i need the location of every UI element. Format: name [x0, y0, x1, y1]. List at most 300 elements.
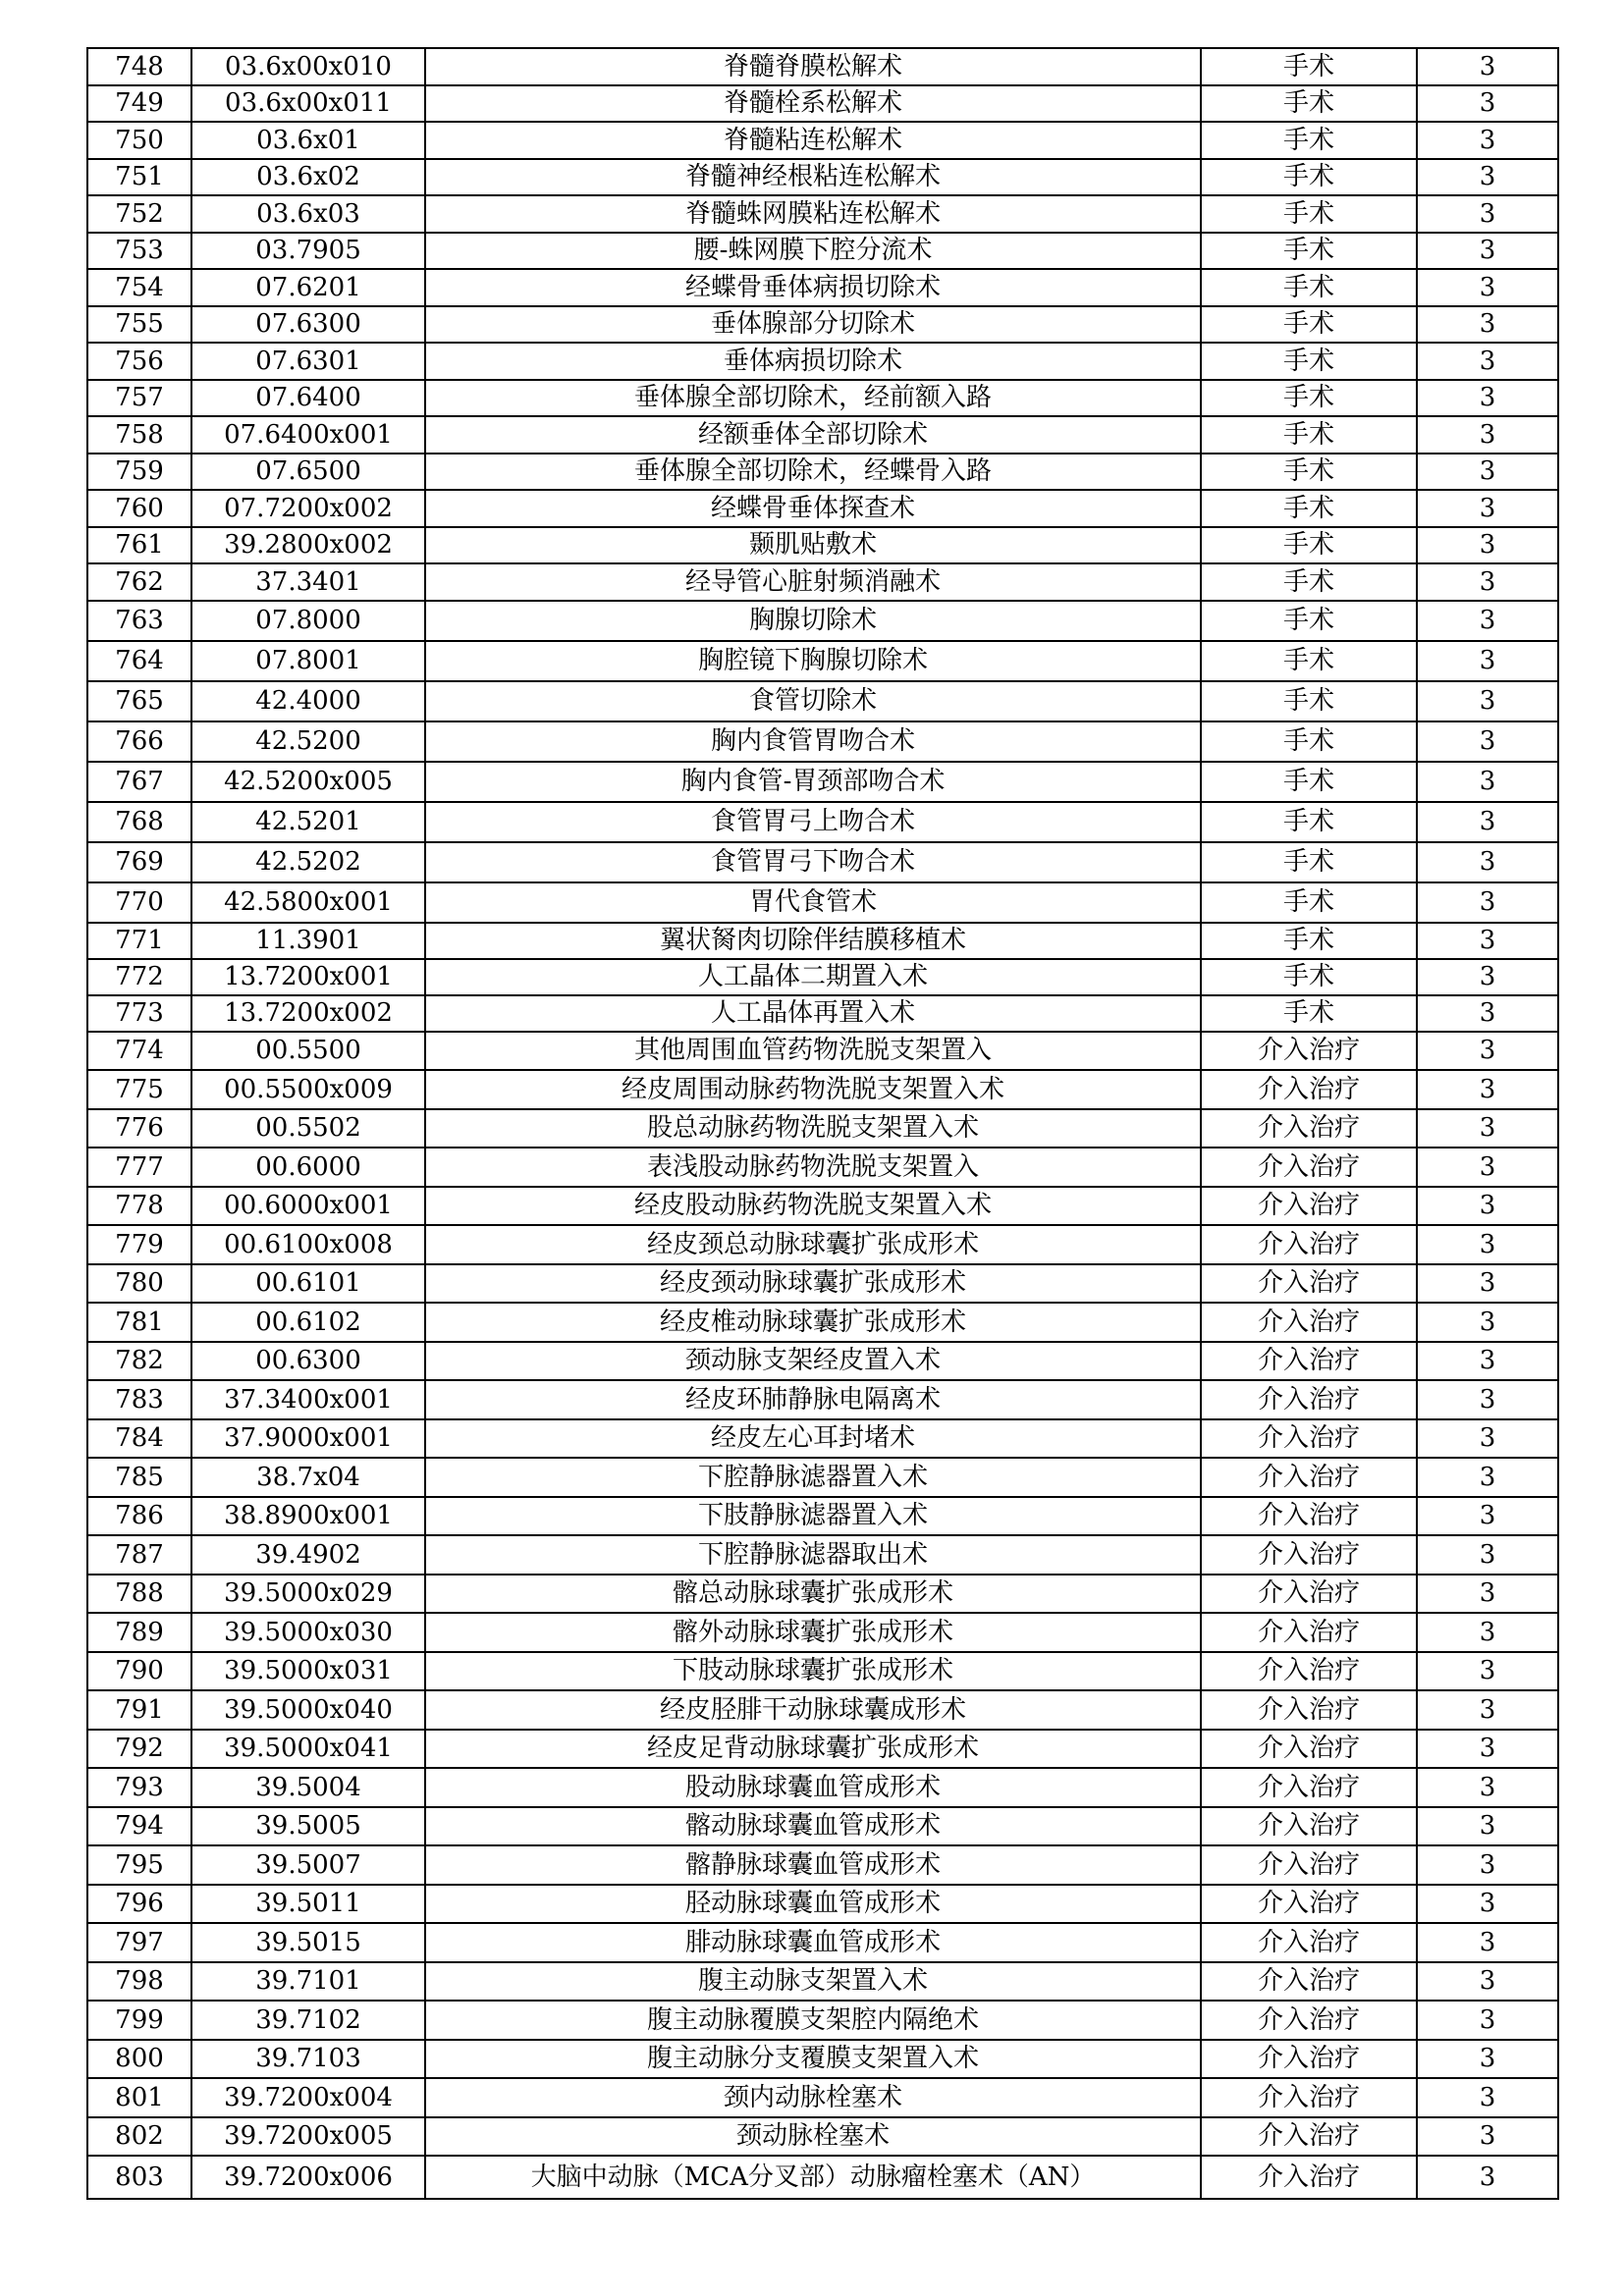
- procedure-name-cell: 下肢静脉滤器置入术: [425, 1497, 1201, 1536]
- procedure-name-cell: 经皮足背动脉球囊扩张成形术: [425, 1730, 1201, 1769]
- table-row: [87, 1535, 1558, 1575]
- table-row: [87, 527, 1558, 564]
- procedure-code-cell: 00.6100x008: [191, 1225, 425, 1264]
- row-number-cell: 802: [87, 2117, 191, 2157]
- table-row: [87, 1148, 1558, 1187]
- procedure-name-cell: 其他周围血管药物洗脱支架置入: [425, 1032, 1201, 1071]
- procedure-type-cell: 介入治疗: [1201, 1768, 1417, 1807]
- procedure-code-cell: 13.7200x001: [191, 959, 425, 995]
- procedure-grade-cell: 3: [1417, 1497, 1558, 1536]
- procedure-name-cell: 经皮颈动脉球囊扩张成形术: [425, 1264, 1201, 1304]
- procedure-name-cell: 胸腔镜下胸腺切除术: [425, 641, 1201, 681]
- procedure-code-cell: 42.5202: [191, 842, 425, 882]
- row-number-cell: 797: [87, 1923, 191, 1962]
- procedure-name-cell: 大脑中动脉（MCA分叉部）动脉瘤栓塞术（AN）: [425, 2156, 1201, 2199]
- procedure-name-cell: 胸内食管胃吻合术: [425, 721, 1201, 762]
- procedure-grade-cell: 3: [1417, 563, 1558, 601]
- row-number-cell: 774: [87, 1032, 191, 1071]
- procedure-grade-cell: 3: [1417, 762, 1558, 802]
- procedure-code-cell: 39.7200x004: [191, 2078, 425, 2117]
- table-row: [87, 959, 1558, 995]
- table-row: [87, 2078, 1558, 2117]
- table-row: [87, 2040, 1558, 2079]
- procedure-code-cell: 42.5201: [191, 802, 425, 842]
- procedure-grade-cell: 3: [1417, 641, 1558, 681]
- table-row: [87, 1264, 1558, 1304]
- row-number-cell: 760: [87, 490, 191, 527]
- procedure-code-cell: 11.3901: [191, 923, 425, 959]
- procedure-name-cell: 经皮周围动脉药物洗脱支架置入术: [425, 1070, 1201, 1109]
- table-row: [87, 1885, 1558, 1924]
- procedure-name-cell: 颈动脉支架经皮置入术: [425, 1342, 1201, 1381]
- procedure-name-cell: 食管胃弓下吻合术: [425, 842, 1201, 882]
- procedure-grade-cell: 3: [1417, 1187, 1558, 1226]
- procedure-code-cell: 38.8900x001: [191, 1497, 425, 1536]
- procedure-grade-cell: 3: [1417, 1225, 1558, 1264]
- row-number-cell: 766: [87, 721, 191, 762]
- row-number-cell: 796: [87, 1885, 191, 1924]
- procedure-name-cell: 髂外动脉球囊扩张成形术: [425, 1613, 1201, 1652]
- procedure-grade-cell: 3: [1417, 1380, 1558, 1419]
- procedure-name-cell: 髂动脉球囊血管成形术: [425, 1807, 1201, 1846]
- procedure-type-cell: 手术: [1201, 995, 1417, 1032]
- procedure-name-cell: 股总动脉药物洗脱支架置入术: [425, 1109, 1201, 1148]
- procedure-code-cell: 39.5004: [191, 1768, 425, 1807]
- procedure-grade-cell: 3: [1417, 416, 1558, 454]
- procedure-code-cell: 39.7200x005: [191, 2117, 425, 2157]
- procedure-code-cell: 39.5000x040: [191, 1690, 425, 1730]
- procedure-type-cell: 介入治疗: [1201, 1303, 1417, 1342]
- procedure-type-cell: 手术: [1201, 882, 1417, 923]
- row-number-cell: 758: [87, 416, 191, 454]
- table-row: [87, 601, 1558, 641]
- procedure-type-cell: 介入治疗: [1201, 1148, 1417, 1187]
- procedure-type-cell: 介入治疗: [1201, 1613, 1417, 1652]
- procedure-type-cell: 手术: [1201, 343, 1417, 380]
- procedure-type-cell: 手术: [1201, 563, 1417, 601]
- procedure-code-cell: 03.6x00x010: [191, 48, 425, 85]
- table-row: [87, 1575, 1558, 1614]
- procedure-type-cell: 介入治疗: [1201, 1032, 1417, 1071]
- procedure-grade-cell: 3: [1417, 882, 1558, 923]
- procedure-name-cell: 经皮左心耳封堵术: [425, 1419, 1201, 1459]
- procedure-code-cell: 38.7x04: [191, 1458, 425, 1497]
- table-row: [87, 233, 1558, 270]
- procedure-type-cell: 手术: [1201, 641, 1417, 681]
- procedure-type-cell: 手术: [1201, 601, 1417, 641]
- row-number-cell: 765: [87, 681, 191, 721]
- procedure-code-cell: 00.6102: [191, 1303, 425, 1342]
- procedure-grade-cell: 3: [1417, 1652, 1558, 1691]
- procedure-name-cell: 胃代食管术: [425, 882, 1201, 923]
- procedure-name-cell: 腰-蛛网膜下腔分流术: [425, 233, 1201, 270]
- table-row: [87, 48, 1558, 85]
- row-number-cell: 771: [87, 923, 191, 959]
- procedure-name-cell: 胫动脉球囊血管成形术: [425, 1885, 1201, 1924]
- table-row: [87, 1730, 1558, 1769]
- procedure-name-cell: 人工晶体再置入术: [425, 995, 1201, 1032]
- table-row: [87, 269, 1558, 306]
- procedure-code-cell: 07.6300: [191, 306, 425, 344]
- procedure-name-cell: 经蝶骨垂体探查术: [425, 490, 1201, 527]
- table-row: [87, 1962, 1558, 2002]
- procedure-grade-cell: 3: [1417, 1962, 1558, 2002]
- procedure-code-cell: 07.8001: [191, 641, 425, 681]
- table-row: [87, 1187, 1558, 1226]
- row-number-cell: 756: [87, 343, 191, 380]
- table-row: [87, 882, 1558, 923]
- procedure-name-cell: 下肢动脉球囊扩张成形术: [425, 1652, 1201, 1691]
- procedure-code-cell: 42.5200x005: [191, 762, 425, 802]
- procedure-type-cell: 手术: [1201, 721, 1417, 762]
- table-row: [87, 1419, 1558, 1459]
- procedure-code-cell: 39.7102: [191, 2001, 425, 2040]
- procedure-type-cell: 介入治疗: [1201, 1264, 1417, 1304]
- row-number-cell: 794: [87, 1807, 191, 1846]
- procedure-code-cell: 03.6x03: [191, 195, 425, 233]
- table-row: [87, 1768, 1558, 1807]
- table-row: [87, 195, 1558, 233]
- procedure-name-cell: 经皮环肺静脉电隔离术: [425, 1380, 1201, 1419]
- procedure-grade-cell: 3: [1417, 681, 1558, 721]
- procedure-name-cell: 人工晶体二期置入术: [425, 959, 1201, 995]
- procedure-name-cell: 经额垂体全部切除术: [425, 416, 1201, 454]
- procedure-grade-cell: 3: [1417, 269, 1558, 306]
- procedure-grade-cell: 3: [1417, 159, 1558, 196]
- procedure-type-cell: 手术: [1201, 842, 1417, 882]
- table-row: [87, 1303, 1558, 1342]
- row-number-cell: 759: [87, 454, 191, 491]
- procedure-code-cell: 37.3400x001: [191, 1380, 425, 1419]
- procedure-code-cell: 39.5011: [191, 1885, 425, 1924]
- procedure-code-cell: 07.8000: [191, 601, 425, 641]
- procedure-type-cell: 介入治疗: [1201, 1419, 1417, 1459]
- table-row: [87, 1109, 1558, 1148]
- procedure-code-cell: 42.5200: [191, 721, 425, 762]
- table-row: [87, 122, 1558, 159]
- row-number-cell: 784: [87, 1419, 191, 1459]
- row-number-cell: 795: [87, 1845, 191, 1885]
- procedure-name-cell: 股动脉球囊血管成形术: [425, 1768, 1201, 1807]
- procedure-grade-cell: 3: [1417, 959, 1558, 995]
- procedure-type-cell: 手术: [1201, 269, 1417, 306]
- procedure-type-cell: 介入治疗: [1201, 1380, 1417, 1419]
- table-row: [87, 2001, 1558, 2040]
- procedure-name-cell: 颈动脉栓塞术: [425, 2117, 1201, 2157]
- procedure-name-cell: 翼状胬肉切除伴结膜移植术: [425, 923, 1201, 959]
- procedure-grade-cell: 3: [1417, 1303, 1558, 1342]
- table-row: [87, 416, 1558, 454]
- procedure-code-cell: 37.9000x001: [191, 1419, 425, 1459]
- row-number-cell: 790: [87, 1652, 191, 1691]
- procedure-type-cell: 介入治疗: [1201, 1342, 1417, 1381]
- procedure-name-cell: 垂体腺部分切除术: [425, 306, 1201, 344]
- procedure-grade-cell: 3: [1417, 1070, 1558, 1109]
- procedure-grade-cell: 3: [1417, 1342, 1558, 1381]
- procedure-code-cell: 00.6300: [191, 1342, 425, 1381]
- procedure-name-cell: 食管胃弓上吻合术: [425, 802, 1201, 842]
- procedure-type-cell: 手术: [1201, 85, 1417, 123]
- procedure-grade-cell: 3: [1417, 343, 1558, 380]
- procedure-name-cell: 垂体病损切除术: [425, 343, 1201, 380]
- procedure-name-cell: 髂总动脉球囊扩张成形术: [425, 1575, 1201, 1614]
- procedure-type-cell: 手术: [1201, 802, 1417, 842]
- procedure-name-cell: 颈内动脉栓塞术: [425, 2078, 1201, 2117]
- procedure-type-cell: 介入治疗: [1201, 1652, 1417, 1691]
- procedure-name-cell: 下腔静脉滤器置入术: [425, 1458, 1201, 1497]
- procedure-table: [86, 47, 1559, 2200]
- table-row: [87, 1845, 1558, 1885]
- procedure-code-cell: 39.7103: [191, 2040, 425, 2079]
- procedure-name-cell: 经蝶骨垂体病损切除术: [425, 269, 1201, 306]
- table-row: [87, 802, 1558, 842]
- procedure-code-cell: 39.5000x030: [191, 1613, 425, 1652]
- procedure-code-cell: 07.6400: [191, 380, 425, 417]
- row-number-cell: 761: [87, 527, 191, 564]
- procedure-grade-cell: 3: [1417, 1535, 1558, 1575]
- procedure-code-cell: 39.5015: [191, 1923, 425, 1962]
- row-number-cell: 748: [87, 48, 191, 85]
- procedure-code-cell: 03.6x02: [191, 159, 425, 196]
- procedure-grade-cell: 3: [1417, 923, 1558, 959]
- procedure-name-cell: 脊髓栓系松解术: [425, 85, 1201, 123]
- procedure-grade-cell: 3: [1417, 1807, 1558, 1846]
- procedure-name-cell: 食管切除术: [425, 681, 1201, 721]
- procedure-name-cell: 脊髓蛛网膜粘连松解术: [425, 195, 1201, 233]
- row-number-cell: 779: [87, 1225, 191, 1264]
- procedure-type-cell: 介入治疗: [1201, 1187, 1417, 1226]
- procedure-type-cell: 介入治疗: [1201, 1885, 1417, 1924]
- row-number-cell: 799: [87, 2001, 191, 2040]
- procedure-code-cell: 00.6000: [191, 1148, 425, 1187]
- procedure-name-cell: 髂静脉球囊血管成形术: [425, 1845, 1201, 1885]
- procedure-grade-cell: 3: [1417, 1845, 1558, 1885]
- procedure-type-cell: 介入治疗: [1201, 1807, 1417, 1846]
- row-number-cell: 764: [87, 641, 191, 681]
- table-row: [87, 1923, 1558, 1962]
- procedure-grade-cell: 3: [1417, 195, 1558, 233]
- row-number-cell: 751: [87, 159, 191, 196]
- procedure-grade-cell: 3: [1417, 842, 1558, 882]
- procedure-type-cell: 手术: [1201, 380, 1417, 417]
- table-row: [87, 923, 1558, 959]
- procedure-code-cell: 42.5800x001: [191, 882, 425, 923]
- procedure-code-cell: 07.6301: [191, 343, 425, 380]
- procedure-name-cell: 下腔静脉滤器取出术: [425, 1535, 1201, 1575]
- procedure-name-cell: 经皮股动脉药物洗脱支架置入术: [425, 1187, 1201, 1226]
- procedure-type-cell: 介入治疗: [1201, 2117, 1417, 2157]
- row-number-cell: 783: [87, 1380, 191, 1419]
- table-row: [87, 681, 1558, 721]
- procedure-code-cell: 37.3401: [191, 563, 425, 601]
- procedure-grade-cell: 3: [1417, 721, 1558, 762]
- procedure-name-cell: 胸内食管-胃颈部吻合术: [425, 762, 1201, 802]
- row-number-cell: 769: [87, 842, 191, 882]
- procedure-type-cell: 介入治疗: [1201, 1575, 1417, 1614]
- procedure-type-cell: 介入治疗: [1201, 1109, 1417, 1148]
- row-number-cell: 782: [87, 1342, 191, 1381]
- procedure-type-cell: 介入治疗: [1201, 1070, 1417, 1109]
- table-row: [87, 1342, 1558, 1381]
- procedure-name-cell: 腓动脉球囊血管成形术: [425, 1923, 1201, 1962]
- procedure-name-cell: 脊髓粘连松解术: [425, 122, 1201, 159]
- procedure-name-cell: 腹主动脉覆膜支架腔内隔绝术: [425, 2001, 1201, 2040]
- procedure-type-cell: 手术: [1201, 762, 1417, 802]
- document-page: [86, 47, 1557, 2200]
- procedure-name-cell: 经导管心脏射频消融术: [425, 563, 1201, 601]
- row-number-cell: 773: [87, 995, 191, 1032]
- table-row: [87, 1690, 1558, 1730]
- row-number-cell: 789: [87, 1613, 191, 1652]
- procedure-code-cell: 39.5007: [191, 1845, 425, 1885]
- procedure-type-cell: 介入治疗: [1201, 2156, 1417, 2199]
- row-number-cell: 800: [87, 2040, 191, 2079]
- procedure-grade-cell: 3: [1417, 527, 1558, 564]
- row-number-cell: 780: [87, 1264, 191, 1304]
- row-number-cell: 768: [87, 802, 191, 842]
- procedure-code-cell: 39.5000x029: [191, 1575, 425, 1614]
- table-row: [87, 2156, 1558, 2199]
- row-number-cell: 772: [87, 959, 191, 995]
- procedure-grade-cell: 3: [1417, 85, 1558, 123]
- table-row: [87, 159, 1558, 196]
- procedure-code-cell: 00.5500: [191, 1032, 425, 1071]
- procedure-grade-cell: 3: [1417, 1575, 1558, 1614]
- procedure-name-cell: 垂体腺全部切除术，经蝶骨入路: [425, 454, 1201, 491]
- procedure-grade-cell: 3: [1417, 454, 1558, 491]
- procedure-type-cell: 介入治疗: [1201, 1690, 1417, 1730]
- table-row: [87, 1070, 1558, 1109]
- table-row: [87, 1497, 1558, 1536]
- procedure-name-cell: 脊髓脊膜松解术: [425, 48, 1201, 85]
- procedure-type-cell: 介入治疗: [1201, 1845, 1417, 1885]
- procedure-grade-cell: 3: [1417, 1690, 1558, 1730]
- procedure-type-cell: 手术: [1201, 233, 1417, 270]
- procedure-type-cell: 手术: [1201, 490, 1417, 527]
- table-row: [87, 454, 1558, 491]
- row-number-cell: 788: [87, 1575, 191, 1614]
- procedure-type-cell: 手术: [1201, 959, 1417, 995]
- procedure-code-cell: 42.4000: [191, 681, 425, 721]
- row-number-cell: 754: [87, 269, 191, 306]
- procedure-type-cell: 手术: [1201, 122, 1417, 159]
- table-row: [87, 343, 1558, 380]
- procedure-grade-cell: 3: [1417, 1032, 1558, 1071]
- procedure-type-cell: 介入治疗: [1201, 1923, 1417, 1962]
- procedure-code-cell: 03.6x01: [191, 122, 425, 159]
- procedure-grade-cell: 3: [1417, 995, 1558, 1032]
- procedure-table-body: [87, 48, 1558, 2199]
- procedure-type-cell: 手术: [1201, 159, 1417, 196]
- row-number-cell: 778: [87, 1187, 191, 1226]
- procedure-grade-cell: 3: [1417, 1923, 1558, 1962]
- row-number-cell: 757: [87, 380, 191, 417]
- procedure-code-cell: 39.4902: [191, 1535, 425, 1575]
- procedure-code-cell: 00.5502: [191, 1109, 425, 1148]
- row-number-cell: 781: [87, 1303, 191, 1342]
- procedure-grade-cell: 3: [1417, 1613, 1558, 1652]
- procedure-code-cell: 39.7101: [191, 1962, 425, 2002]
- procedure-grade-cell: 3: [1417, 122, 1558, 159]
- row-number-cell: 785: [87, 1458, 191, 1497]
- row-number-cell: 798: [87, 1962, 191, 2002]
- row-number-cell: 787: [87, 1535, 191, 1575]
- procedure-grade-cell: 3: [1417, 802, 1558, 842]
- table-row: [87, 1613, 1558, 1652]
- procedure-grade-cell: 3: [1417, 2040, 1558, 2079]
- row-number-cell: 753: [87, 233, 191, 270]
- row-number-cell: 793: [87, 1768, 191, 1807]
- procedure-grade-cell: 3: [1417, 48, 1558, 85]
- procedure-code-cell: 00.6000x001: [191, 1187, 425, 1226]
- procedure-type-cell: 介入治疗: [1201, 1962, 1417, 2002]
- row-number-cell: 791: [87, 1690, 191, 1730]
- procedure-code-cell: 39.5005: [191, 1807, 425, 1846]
- procedure-code-cell: 03.6x00x011: [191, 85, 425, 123]
- procedure-grade-cell: 3: [1417, 1148, 1558, 1187]
- procedure-grade-cell: 3: [1417, 1419, 1558, 1459]
- table-row: [87, 2117, 1558, 2157]
- row-number-cell: 763: [87, 601, 191, 641]
- row-number-cell: 770: [87, 882, 191, 923]
- row-number-cell: 767: [87, 762, 191, 802]
- procedure-type-cell: 手术: [1201, 306, 1417, 344]
- procedure-type-cell: 介入治疗: [1201, 1497, 1417, 1536]
- procedure-grade-cell: 3: [1417, 601, 1558, 641]
- procedure-grade-cell: 3: [1417, 1885, 1558, 1924]
- table-row: [87, 1807, 1558, 1846]
- procedure-name-cell: 经皮椎动脉球囊扩张成形术: [425, 1303, 1201, 1342]
- table-row: [87, 1032, 1558, 1071]
- table-row: [87, 1380, 1558, 1419]
- procedure-code-cell: 39.7200x006: [191, 2156, 425, 2199]
- procedure-name-cell: 表浅股动脉药物洗脱支架置入: [425, 1148, 1201, 1187]
- procedure-type-cell: 手术: [1201, 416, 1417, 454]
- row-number-cell: 749: [87, 85, 191, 123]
- procedure-code-cell: 03.7905: [191, 233, 425, 270]
- table-row: [87, 1652, 1558, 1691]
- procedure-name-cell: 经皮颈总动脉球囊扩张成形术: [425, 1225, 1201, 1264]
- row-number-cell: 801: [87, 2078, 191, 2117]
- procedure-name-cell: 脊髓神经根粘连松解术: [425, 159, 1201, 196]
- table-row: [87, 306, 1558, 344]
- procedure-grade-cell: 3: [1417, 2117, 1558, 2157]
- procedure-code-cell: 07.6400x001: [191, 416, 425, 454]
- table-row: [87, 1225, 1558, 1264]
- procedure-grade-cell: 3: [1417, 490, 1558, 527]
- procedure-type-cell: 手术: [1201, 681, 1417, 721]
- procedure-grade-cell: 3: [1417, 2078, 1558, 2117]
- table-row: [87, 721, 1558, 762]
- procedure-code-cell: 07.6201: [191, 269, 425, 306]
- row-number-cell: 755: [87, 306, 191, 344]
- procedure-type-cell: 手术: [1201, 48, 1417, 85]
- procedure-code-cell: 39.5000x031: [191, 1652, 425, 1691]
- table-row: [87, 762, 1558, 802]
- procedure-type-cell: 手术: [1201, 454, 1417, 491]
- procedure-type-cell: 介入治疗: [1201, 2001, 1417, 2040]
- table-row: [87, 563, 1558, 601]
- procedure-code-cell: 39.5000x041: [191, 1730, 425, 1769]
- procedure-type-cell: 介入治疗: [1201, 1225, 1417, 1264]
- procedure-type-cell: 手术: [1201, 923, 1417, 959]
- procedure-name-cell: 胸腺切除术: [425, 601, 1201, 641]
- procedure-grade-cell: 3: [1417, 306, 1558, 344]
- procedure-code-cell: 07.6500: [191, 454, 425, 491]
- procedure-type-cell: 手术: [1201, 195, 1417, 233]
- procedure-code-cell: 39.2800x002: [191, 527, 425, 564]
- procedure-code-cell: 07.7200x002: [191, 490, 425, 527]
